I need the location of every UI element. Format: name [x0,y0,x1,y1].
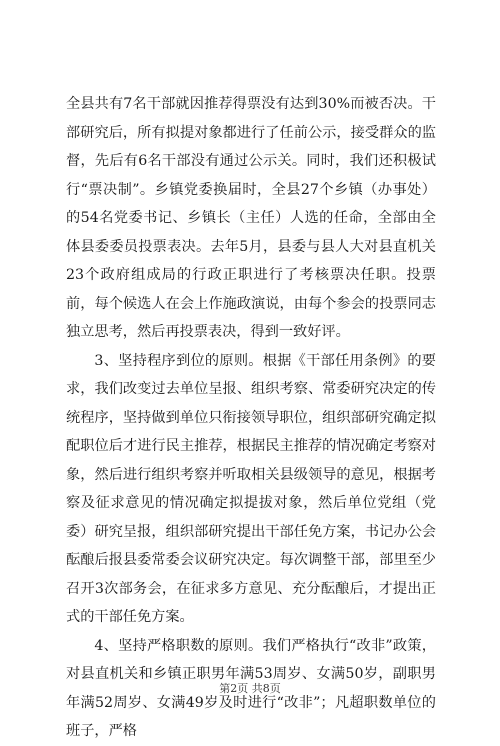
page-number-label: 第2页 共8页 [219,682,281,695]
paragraph-procedure-principle: 3、坚持程序到位的原则。根据《干部任用条例》的要求，我们改变过去单位呈报、组织考察、常委研究决定的传统程序，坚持做到单位只衔接领导职位，组织部研究确定拟配职位后才进行民主推荐，根据民主推荐的情况确定考察对象，然后进行组织考察并听取相关县级领导的意见，根据考察及征求意见的情况确定拟提拔对象，然后单位党组（党委）研究呈报，组织部研究提出干部任免方案，书记办公会酝酿后报县委常委会议研究决定。每次调整干部，部里至少召开3次部务会，在征求多方意见、充分酝酿后，才提出正式的干部任免方案。 [66,352,436,625]
document-body [66,90,436,746]
paragraph-continued: 全县共有7名干部就因推荐得票没有达到30%而被否决。干部研究后，所有拟提对象都进行了任前公示，接受群众的监督，先后有6名干部没有通过公示关。同时，我们还积极试行“票决制”。乡镇党委换届时，全县27个乡镇（办事处）的54名党委书记、乡镇长（主任）人选的任命，全部由全体县委委员投票表决。去年5月，县委与县人大对县直机关23个政府组成局的行政正职进行了考核票决任职。投票前，每个候选人在会上作施政演说，由每个参会的投票同志独立思考，然后再投票表决，得到一致好评。 [66,96,436,340]
page-footer [0,682,500,696]
paragraph-position-quota-principle: 4、坚持严格职数的原则。我们严格执行“改非”政策，对县直机关和乡镇正职男年满53周岁、女满50岁，副职男年满52周岁、女满49岁及时进行“改非”；凡超职数单位的班子，严格 [66,637,436,739]
